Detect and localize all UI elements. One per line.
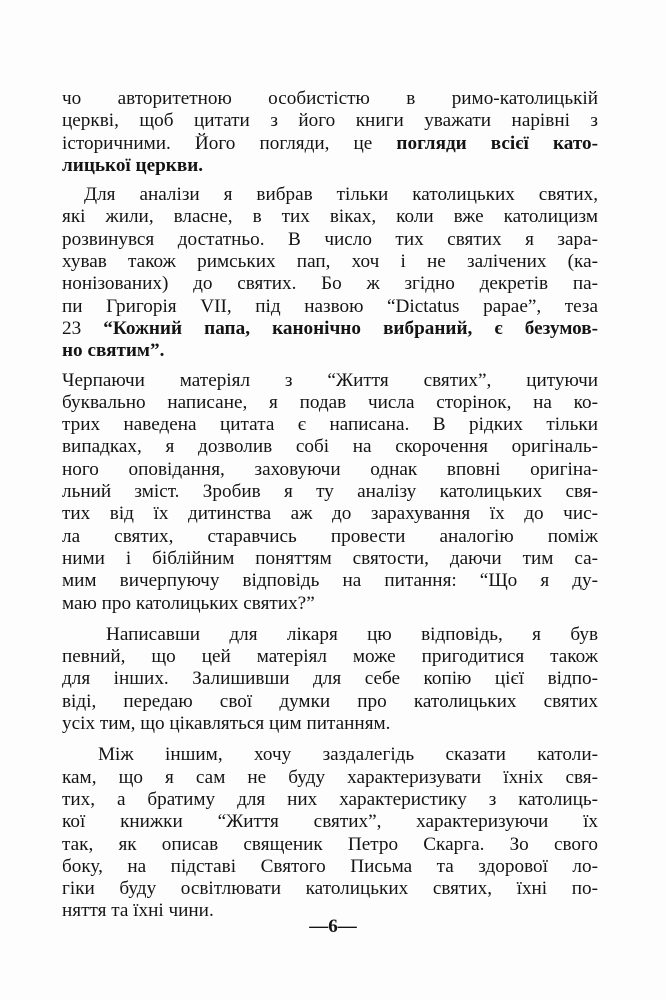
text-line: кам, що я сам не буду характеризувати їхніх свя- (62, 766, 598, 788)
bold-text-segment: но святим”. (62, 340, 165, 362)
text-segment: історичними. Його погляди, це (62, 132, 397, 154)
text-line: випадках, я дозволив собі на скорочення оригіналь- (62, 436, 598, 458)
paragraph-3 (62, 370, 598, 615)
paragraph-1 (62, 88, 598, 177)
body-text (62, 88, 598, 923)
text-line: нонізованих) до святих. Бо ж згідно декретів па- (62, 273, 598, 295)
text-line: хував також римських пап, хоч і не залічених (ка- (62, 251, 598, 273)
text-line: трих наведена цитата є написана. В рідких тільки (62, 414, 598, 436)
text-line: так, як описав священик Петро Скарга. Зо свого (62, 833, 598, 855)
text-line: Для аналізи я вибрав тільки католицьких святих, (84, 184, 598, 206)
text-line: певний, що цей матеріял може пригодитися також (62, 646, 598, 668)
text-line: для інших. Залишивши для себе копію цієї відпо- (62, 668, 598, 690)
text-line: тих від їх дитинства аж до зарахування їх до чис- (62, 503, 598, 525)
text-line: тих, а братиму для них характеристику з католиць- (62, 788, 598, 810)
text-line: віді, передаю свої думки про католицьких святих (62, 690, 598, 712)
text-line: Між іншим, хочу заздалегідь сказати католи- (98, 744, 598, 766)
text-line: усіх тим, що цікавляться цим питанням. (62, 713, 391, 735)
text-line: няття та їхні чини. (62, 900, 214, 922)
text-line (62, 340, 598, 362)
text-line: маю про католицьких святих?” (62, 592, 315, 614)
text-line: розвинувся достатньо. В число тих святих я зара- (62, 228, 598, 250)
text-line (62, 155, 598, 177)
bold-text-segment: лицької церкви. (62, 154, 204, 176)
text-line: кої книжки “Життя святих”, характеризуючи їх (62, 811, 598, 833)
bold-text-segment: “Кожний папа, канонічно вибраний, є безумов- (103, 317, 598, 339)
text-line: боку, на підставі Святого Письма та здорової ло- (62, 855, 598, 877)
text-line: мим вичерпуючу відповідь на питання: “Що я ду- (62, 570, 598, 592)
text-line: ного оповідання, заховуючи однак вповні оригіна- (62, 458, 598, 480)
text-line: Черпаючи матеріял з “Життя святих”, цитуючи (62, 369, 598, 391)
bold-text-segment: погляди всієї като- (396, 132, 598, 154)
page-number: —6— (309, 916, 357, 937)
text-line: які жили, власне, в тих віках, коли вже католицизм (62, 206, 598, 228)
text-line: Написавши для лікаря цю відповідь, я був (106, 623, 598, 645)
text-line: церкві, щоб цитати з його книги уважати нарівні з (62, 110, 598, 132)
text-line (62, 318, 598, 340)
paragraph-5 (62, 744, 598, 922)
text-line: ними і біблійним поняттям святости, даючи тим са- (62, 547, 598, 569)
text-line: ла святих, старавчись провести аналогію поміж (62, 525, 598, 547)
text-line: гіки буду освітлювати католицьких святих, їхні по- (62, 878, 598, 900)
text-segment: 23 (62, 317, 104, 339)
paragraph-4 (62, 624, 598, 735)
text-line: пи Григорія VII, під назвою “Dictatus papae”, теза (62, 295, 598, 317)
text-line (62, 133, 598, 155)
text-line: буквально написане, я подав числа сторінок, на ко- (62, 391, 598, 413)
text-line: льний зміст. Зробив я ту аналізу католицьких свя- (62, 481, 598, 503)
paragraph-2 (62, 184, 598, 362)
text-line: чо авторитетною особистістю в римо-католицькій (62, 88, 598, 109)
